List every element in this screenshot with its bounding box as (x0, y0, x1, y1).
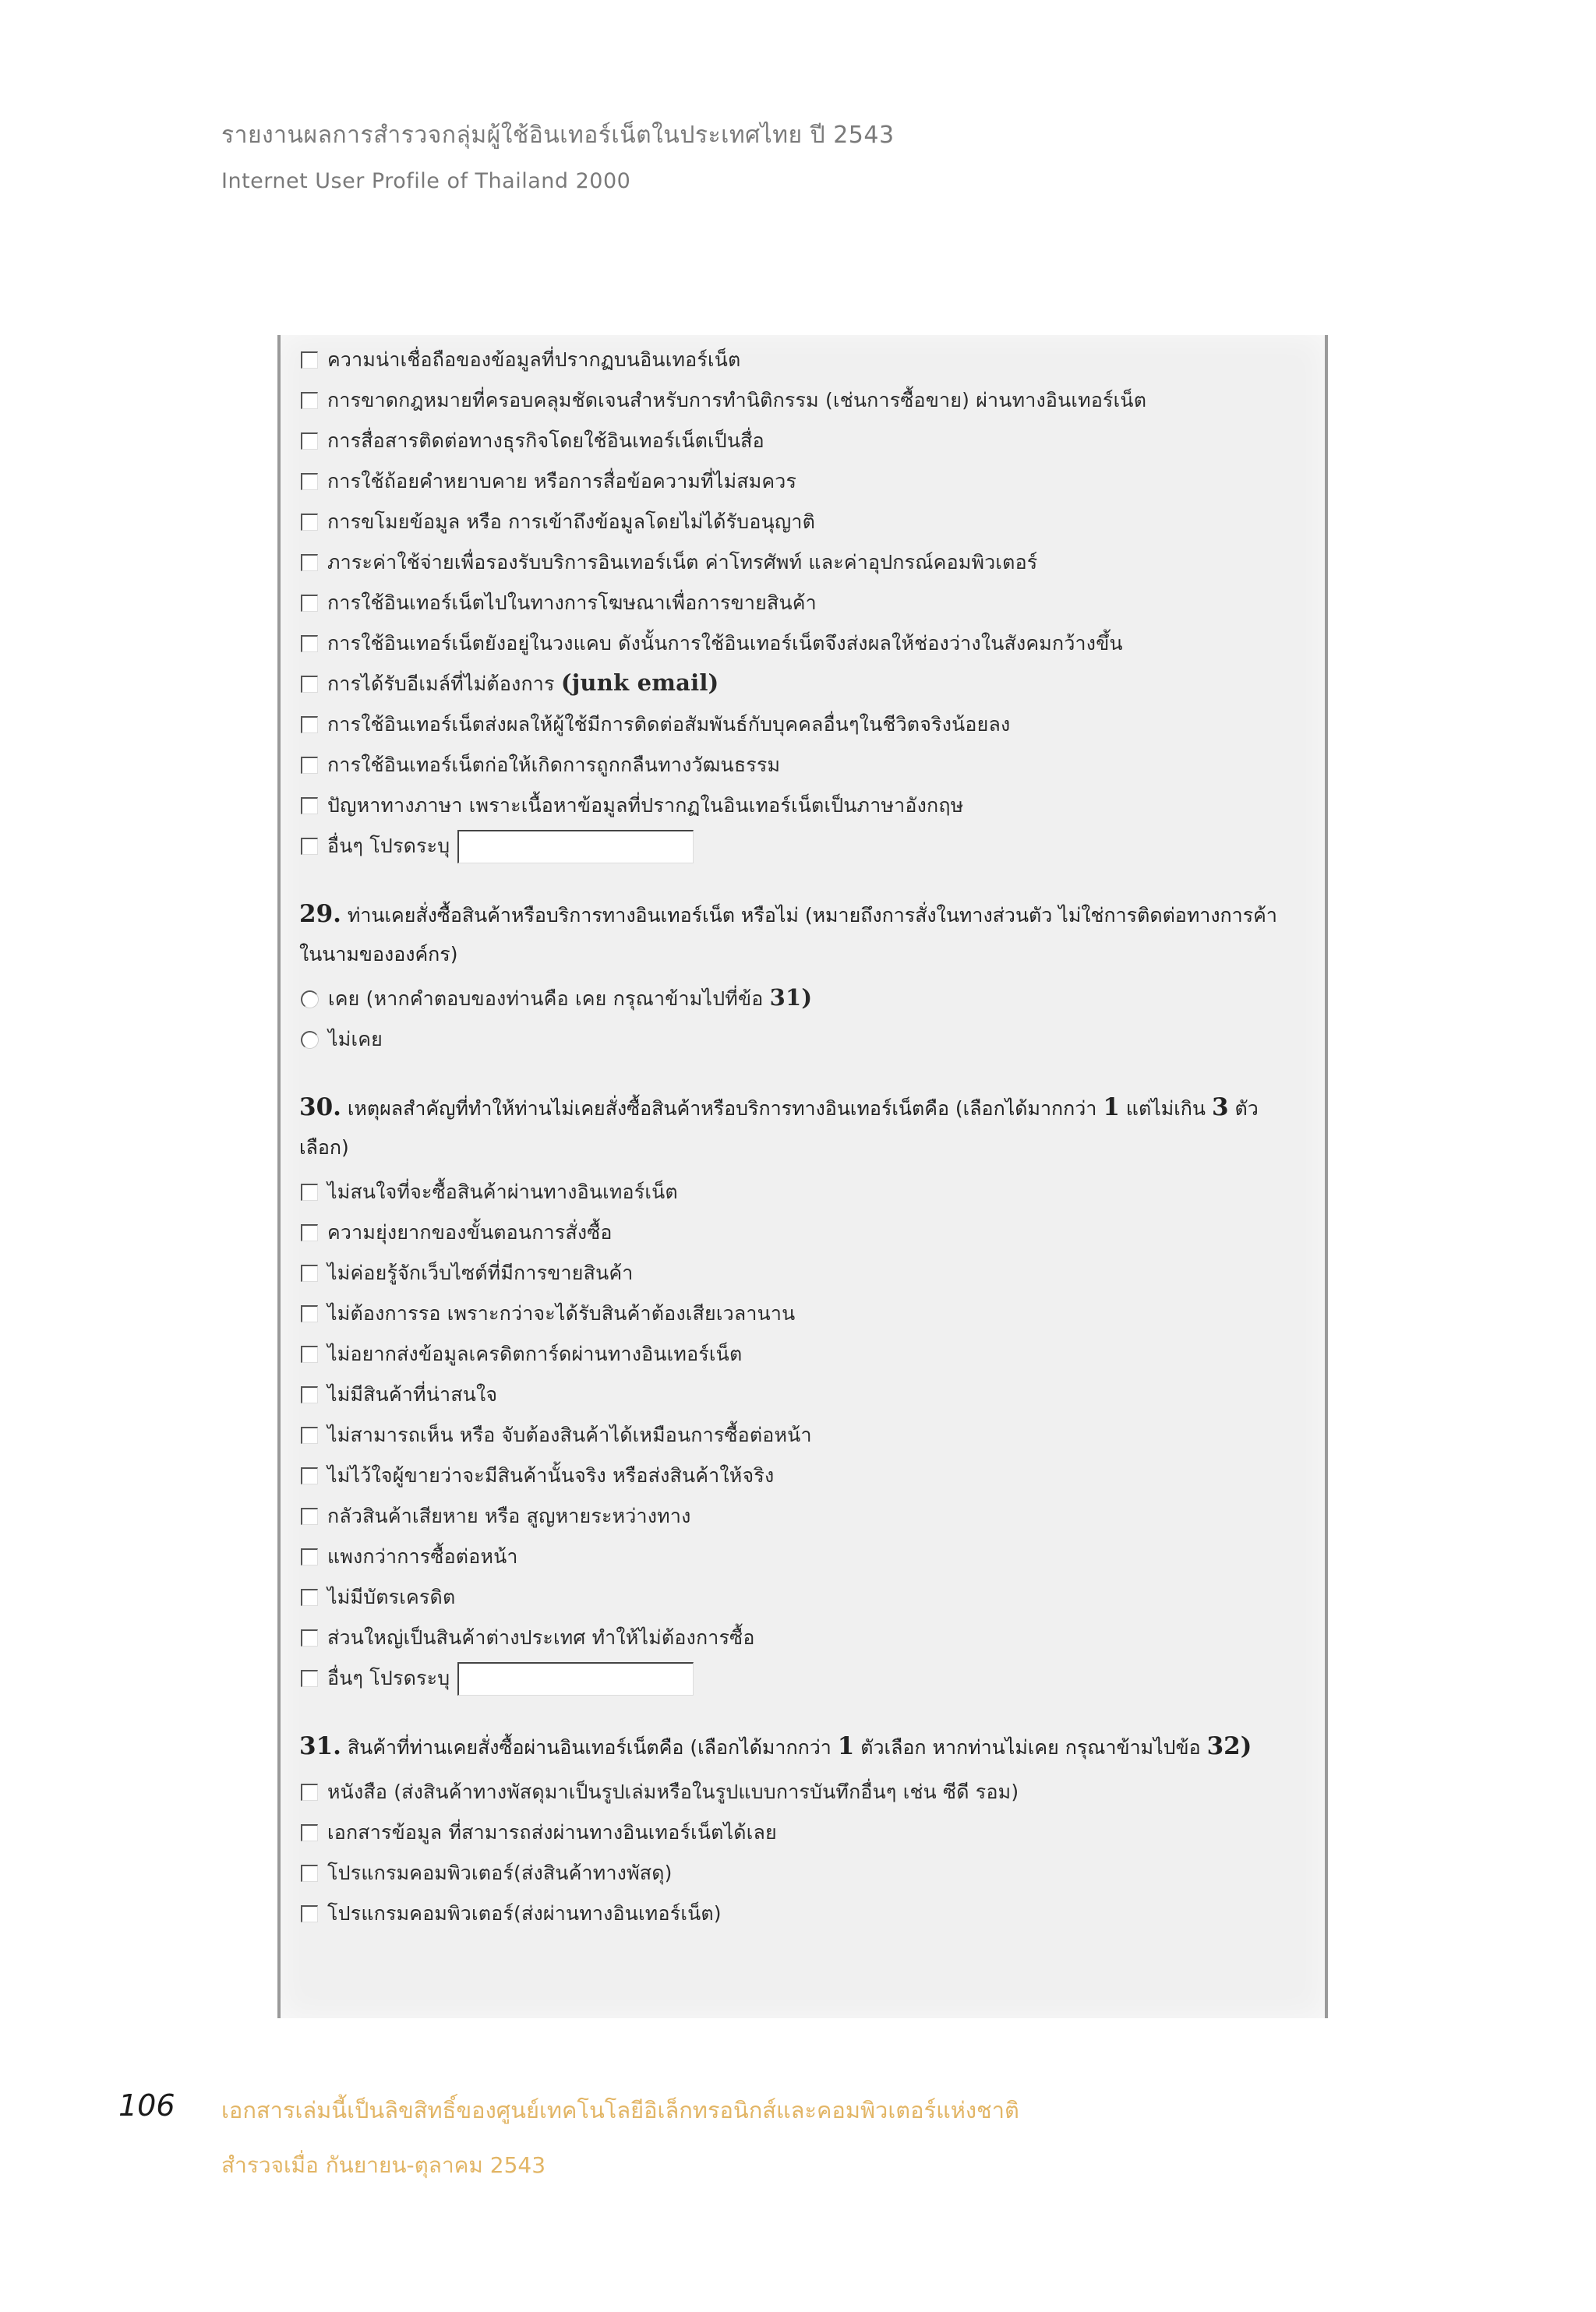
checkbox[interactable] (301, 676, 318, 693)
header-title-english: Internet User Profile of Thailand 2000 (221, 169, 631, 193)
option-label: ไม่ต้องการรอ เพราะกว่าจะได้รับสินค้าต้องเสียเวลานาน (327, 1302, 796, 1325)
question-text-end: ตัวเลือก หากท่านไม่เคย กรุณาข้ามไปข้อ (854, 1736, 1207, 1759)
option-label: เอกสารข้อมูล ที่สามารถส่งผ่านทางอินเทอร์เน็ตได้เลย (327, 1821, 777, 1844)
option-row (290, 664, 1325, 704)
copyright-notice: เอกสารเล่มนี้เป็นลิขสิทธิ์ของศูนย์เทคโนโลยีอิเล็กทรอนิกส์และคอมพิวเตอร์แห่งชาติ (221, 2097, 1019, 2123)
option-row (290, 1456, 1325, 1496)
option-label: โปรแกรมคอมพิวเตอร์(ส่งสินค้าทางพัสดุ) (327, 1862, 673, 1884)
option-label: ไม่สามารถเห็น หรือ จับต้องสินค้าได้เหมือนการซื้อต่อหน้า (327, 1424, 812, 1446)
checkbox[interactable] (301, 514, 318, 531)
option-row (290, 583, 1325, 623)
checkbox[interactable] (301, 473, 318, 490)
option-row (290, 623, 1325, 664)
running-header (221, 117, 895, 193)
option-label: ไม่สนใจที่จะซื้อสินค้าผ่านทางอินเทอร์เน็ต (327, 1181, 678, 1203)
option-row (290, 1375, 1325, 1415)
option-label: ไม่มีบัตรเครดิต (327, 1586, 456, 1608)
option-label: ภาระค่าใช้จ่ายเพื่อรองรับบริการอินเทอร์เน็ต ค่าโทรศัพท์ และค่าอุปกรณ์คอมพิวเตอร์ (327, 551, 1038, 574)
option-label: ไม่มีสินค้าที่น่าสนใจ (327, 1383, 498, 1406)
checkbox[interactable] (301, 392, 318, 409)
option-row (290, 745, 1325, 785)
radio-row (290, 1019, 1325, 1060)
option-label: ไม่เคย (328, 1028, 383, 1050)
option-row (290, 380, 1325, 421)
option-label: การขาดกฎหมายที่ครอบคลุมชัดเจนสำหรับการทำนิติกรรม (เช่นการซื้อขาย) ผ่านทางอินเทอร์เน็ต (327, 389, 1147, 411)
option-label (328, 983, 812, 1015)
checkbox[interactable] (301, 716, 318, 733)
question-text: เหตุผลสำคัญที่ทำให้ท่านไม่เคยสั่งซื้อสินค้าหรือบริการทางอินเทอร์เน็ตคือ (เลือกได้มากกว่า (347, 1097, 1103, 1120)
option-row (290, 1294, 1325, 1334)
checkbox[interactable] (301, 1265, 318, 1282)
checkbox[interactable] (301, 757, 318, 774)
survey-date: สำรวจเมื่อ กันยายน-ตุลาคม 2543 (221, 2152, 546, 2178)
option-label: การขโมยข้อมูล หรือ การเข้าถึงข้อมูลโดยไม่ได้รับอนุญาติ (327, 510, 816, 533)
option-label: ปัญหาทางภาษา เพราะเนื้อหาข้อมูลที่ปรากฏในอินเทอร์เน็ตเป็นภาษาอังกฤษ (327, 794, 964, 817)
option-label: การใช้อินเทอร์เน็ตยังอยู่ในวงแคบ ดังนั้นการใช้อินเทอร์เน็ตจึงส่งผลให้ช่องว่างในสังคมกว้างขึ้น (327, 632, 1123, 655)
other-label: อื่นๆ โปรดระบุ (327, 1667, 450, 1689)
checkbox[interactable] (301, 1784, 318, 1801)
option-label: การใช้อินเทอร์เน็ตก่อให้เกิดการถูกกลืนทางวัฒนธรรม (327, 754, 781, 776)
question-inline-number: 32) (1206, 1732, 1252, 1760)
option-label: กลัวสินค้าเสียหาย หรือ สูญหายระหว่างทาง (327, 1505, 691, 1527)
option-label: การสื่อสารติดต่อทางธุรกิจโดยใช้อินเทอร์เน็ตเป็นสื่อ (327, 429, 764, 452)
option-row-other (290, 826, 1325, 867)
checkbox[interactable] (301, 1386, 318, 1403)
checkbox[interactable] (301, 1670, 318, 1687)
question-number: 31. (299, 1732, 341, 1760)
question-inline-number: 1 (837, 1732, 855, 1760)
option-row (290, 340, 1325, 380)
checkbox[interactable] (301, 838, 318, 855)
checkbox[interactable] (301, 635, 318, 652)
checkbox[interactable] (301, 1305, 318, 1322)
option-label: หนังสือ (ส่งสินค้าทางพัสดุมาเป็นรูปเล่มหรือในรูปแบบการบันทึกอื่นๆ เช่น ซีดี รอม) (327, 1781, 1019, 1803)
checkbox[interactable] (301, 1905, 318, 1922)
question-text: สินค้าที่ท่านเคยสั่งซื้อผ่านอินเทอร์เน็ตคือ (เลือกได้มากกว่า (347, 1736, 838, 1759)
option-label: ความน่าเชื่อถือของข้อมูลที่ปรากฏบนอินเทอร์เน็ต (327, 348, 741, 371)
checkbox[interactable] (301, 1508, 318, 1525)
checkbox[interactable] (301, 1824, 318, 1841)
option-label: แพงกว่าการซื้อต่อหน้า (327, 1545, 518, 1568)
option-label: ไม่อยากส่งข้อมูลเครดิตการ์ดผ่านทางอินเทอร์เน็ต (327, 1343, 743, 1365)
option-label: ไม่ไว้ใจผู้ขายว่าจะมีสินค้านั้นจริง หรือส่งสินค้าให้จริง (327, 1464, 775, 1487)
checkbox[interactable] (301, 1589, 318, 1606)
option-row (290, 1772, 1325, 1813)
option-row (290, 1253, 1325, 1294)
option-row (290, 1813, 1325, 1853)
question-number: 30. (299, 1093, 341, 1121)
option-row (290, 461, 1325, 502)
page-number: 106 (118, 2088, 175, 2123)
checkbox[interactable] (301, 1548, 318, 1565)
option-label: การใช้อินเทอร์เน็ตส่งผลให้ผู้ใช้มีการติดต่อสัมพันธ์กับบุคคลอื่นๆในชีวิตจริงน้อยลง (327, 713, 1011, 736)
option-label: ส่วนใหญ่เป็นสินค้าต่างประเทศ ทำให้ไม่ต้องการซื้อ (327, 1626, 755, 1649)
checkbox[interactable] (301, 1427, 318, 1444)
option-row (290, 1894, 1325, 1934)
question-text-end: ตัวเลือก) (299, 1097, 1259, 1159)
skip-target-number: 31) (769, 984, 813, 1011)
option-row-other (290, 1658, 1325, 1699)
option-row (290, 785, 1325, 826)
option-row (290, 1415, 1325, 1456)
header-title-thai: รายงานผลการสำรวจกลุ่มผู้ใช้อินเทอร์เน็ตในประเทศไทย ปี 2543 (221, 122, 895, 149)
radio-row (290, 979, 1325, 1019)
option-row (290, 1618, 1325, 1658)
option-row (290, 502, 1325, 542)
other-text-input[interactable] (457, 1662, 694, 1696)
option-label: ความยุ่งยากของขั้นตอนการสั่งซื้อ (327, 1221, 613, 1244)
question-30 (299, 1088, 1278, 1167)
checkbox[interactable] (301, 1629, 318, 1647)
radio-button[interactable] (301, 1031, 319, 1049)
option-row (290, 1334, 1325, 1375)
checkbox[interactable] (301, 595, 318, 612)
option-label-text: เคย (หากคำตอบของท่านคือ เคย กรุณาข้ามไปที่ข้อ (328, 987, 770, 1010)
option-row (290, 704, 1325, 745)
checkbox[interactable] (301, 1184, 318, 1201)
option-label: โปรแกรมคอมพิวเตอร์(ส่งผ่านทางอินเทอร์เน็ต) (327, 1902, 722, 1925)
checkbox[interactable] (301, 1224, 318, 1241)
question-29 (299, 895, 1278, 974)
question-31 (299, 1727, 1278, 1767)
question-number: 29. (299, 900, 341, 928)
other-label: อื่นๆ โปรดระบุ (327, 835, 450, 857)
question-inline-number: 1 (1103, 1093, 1120, 1121)
checkbox[interactable] (301, 1346, 318, 1363)
checkbox[interactable] (301, 797, 318, 814)
option-label (327, 669, 719, 700)
option-row (290, 1537, 1325, 1577)
radio-button[interactable] (301, 990, 319, 1008)
option-row (290, 1172, 1325, 1212)
checkbox[interactable] (301, 432, 318, 450)
footer (221, 2092, 1019, 2183)
option-row (290, 1212, 1325, 1253)
option-label: การใช้ถ้อยคำหยาบคาย หรือการสื่อข้อความที่ไม่สมควร (327, 470, 797, 492)
question-text: ท่านเคยสั่งซื้อสินค้าหรือบริการทางอินเทอร์เน็ต หรือไม่ (หมายถึงการสั่งในทางส่วนตัว ไม่ใช่การติดต่อทางการค้าในนามขององค์กร) (299, 904, 1277, 965)
option-row (290, 1853, 1325, 1894)
survey-form-screenshot (277, 335, 1328, 2018)
junk-email-label: (junk email) (560, 669, 719, 696)
option-row (290, 542, 1325, 583)
option-row (290, 1496, 1325, 1537)
checkbox[interactable] (301, 554, 318, 571)
question-inline-number: 3 (1211, 1093, 1229, 1121)
checkbox[interactable] (301, 351, 318, 369)
checkbox[interactable] (301, 1467, 318, 1484)
option-label-text: การได้รับอีเมล์ที่ไม่ต้องการ (327, 672, 561, 695)
other-text-input[interactable] (457, 830, 694, 863)
option-label: ไม่ค่อยรู้จักเว็บไซต์ที่มีการขายสินค้า (327, 1262, 634, 1284)
question-text-mid: แต่ไม่เกิน (1119, 1097, 1212, 1120)
checkbox[interactable] (301, 1865, 318, 1882)
option-row (290, 1577, 1325, 1618)
option-label: การใช้อินเทอร์เน็ตไปในทางการโฆษณาเพื่อการขายสินค้า (327, 591, 817, 614)
option-row (290, 421, 1325, 461)
